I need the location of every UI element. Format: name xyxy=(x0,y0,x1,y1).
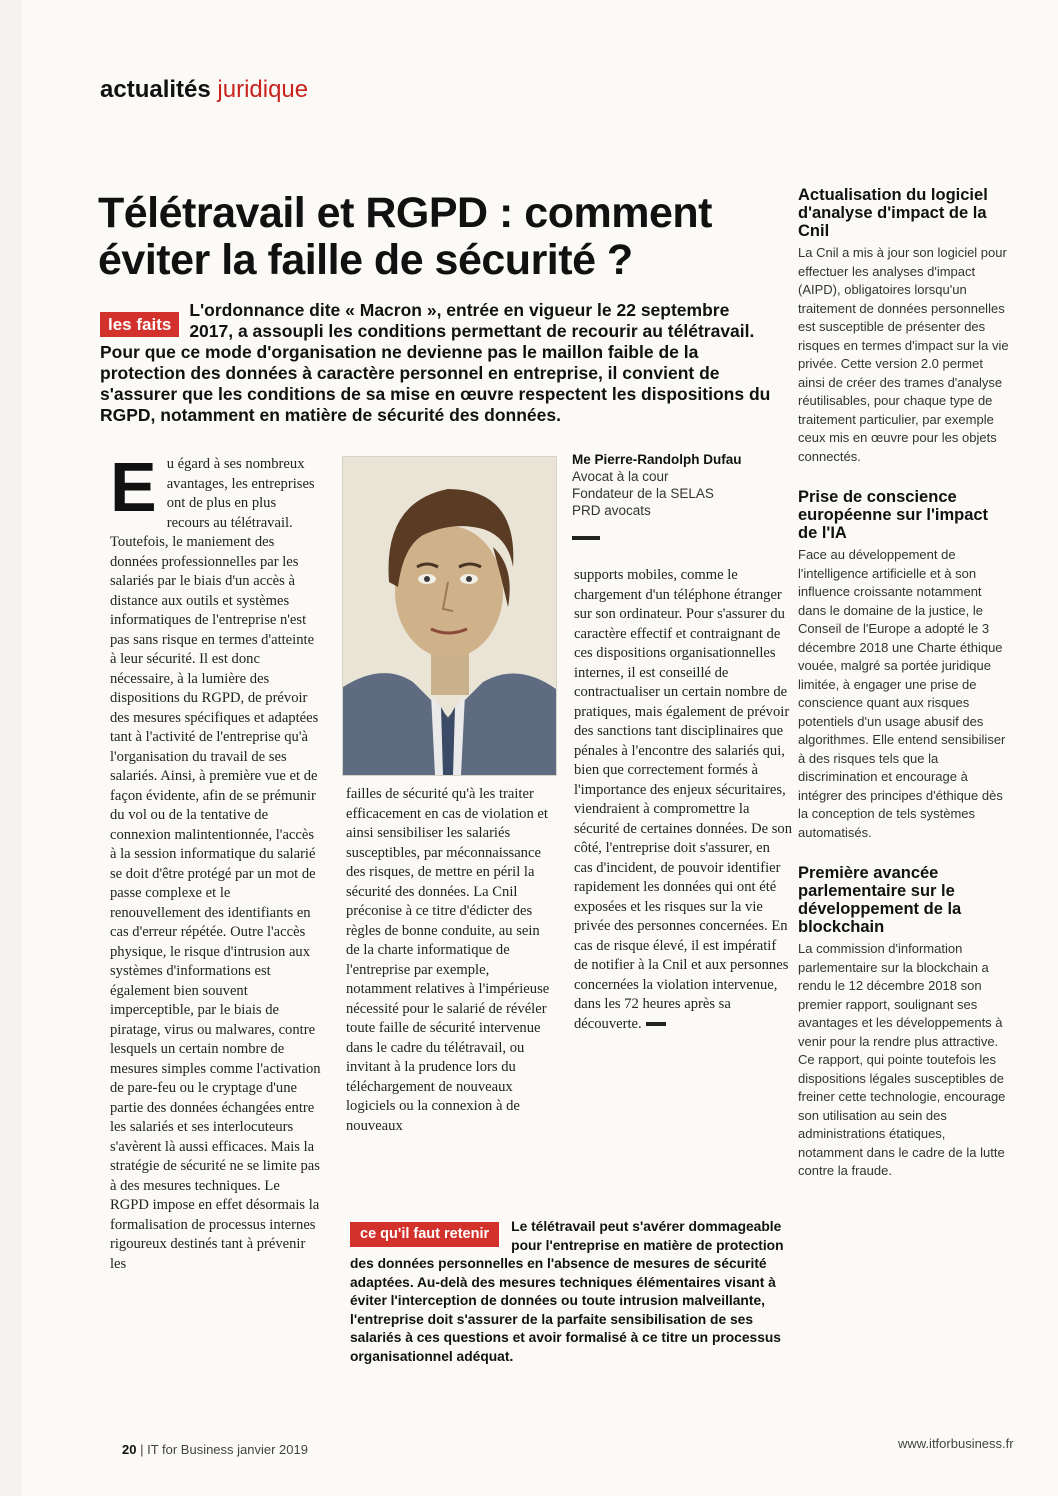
body-column-1 xyxy=(110,448,322,1274)
lead-text: L'ordonnance dite « Macron », entrée en vigueur le 22 septembre 2017, a assoupli les conditions permettant de recourir au télétravail. Pour que ce mode d'organisation ne devienne pas le maillon faible de la protection des données à caractère personnel en entreprise, il convient de s'assurer que les conditions de sa mise en œuvre respectent les dispositions du RGPD, notamment en matière de sécurité des données. xyxy=(100,300,771,425)
sidebar-item-ia xyxy=(798,488,1010,842)
column-3-text: supports mobiles, comme le chargement d'un téléphone étranger sur son ordinateur. Pour s'assurer du caractère effectif et contraignant de ces dispositions organisationnelles internes, il est conseillé de contractualiser un certain nombre de pratiques, mais également de prévoir des sanctions tant disciplinaires que pénales à l'encontre des salariés qui, bien que correctement formés à l'importance des enjeux sécuritaires, viendraient à compromettre la sécurité de certaines données. De son côté, l'entreprise doit s'assurer, en cas d'incident, de pouvoir identifier rapidement les données qui ont été exposées et les risques sur la vie privée des personnes concernées. En cas de risque élevé, il est impératif de notifier à la Cnil et aux personnes concernées la violation intervenue, dans les 72 heures après sa découverte. xyxy=(574,567,793,1032)
page-number: 20 xyxy=(122,1442,137,1457)
page-footer-left: 20 | IT for Business janvier 2019 xyxy=(122,1442,308,1457)
column-1-text: u égard à ses nombreux avantages, les entreprises ont de plus en plus recours au télétravail. Toutefois, le maniement des données professionnelles par les salariés par le biais d'un accès à distance aux outils et systèmes informatiques de l'entreprise n'est pas sans risque en termes d'atteinte à leur sécurité. Il est donc nécessaire, à la lumière des dispositions du RGPD, de prévoir des mesures spécifiques et adaptées tant à l'activité de l'entreprise qu'à l'organisation du travail de ses salariés. Ainsi, à première vue et de façon évidente, afin de se prémunir du vol ou de la tentative de connexion malintentionnée, l'accès à la session informatique du salarié se doit d'être protégé par un mot de passe complexe et le renouvellement des identifiants en cas d'erreur répétée. Outre l'accès physique, le risque d'intrusion aux systèmes d'informations est également bien souvent imperceptible, par le biais de piratage, virus ou malwares, contre lesquels un certain nombre de mesures simples comme l'activation de pare-feu ou le cryptage d'une partie des données échangées entre les salariés et ses interlocuteurs s'avèrent là aussi efficaces. Mais la stratégie de sécurité ne se limite pas à des mesures techniques. Le RGPD impose en effet désormais la formalisation de processus internes rigoureux destinés tant à prévenir les xyxy=(110,456,321,1272)
section-header xyxy=(100,76,308,104)
sidebar-item-text: La commission d'information parlementaire sur la blockchain a rendu le 12 décembre 2018 son premier rapport, soulignant ses avantages et les développements à venir pour la rendre plus attractive. Ce rapport, qui pointe toutefois les dispositions légales susceptibles de freiner cette technologie, encourage son utilisation au sein des administrations étatiques, notamment dans le cadre de la lutte contre la fraude. xyxy=(798,941,1006,1178)
key-takeaway-box xyxy=(350,1218,795,1366)
body-column-3 xyxy=(574,566,792,1034)
takeaway-text: Le télétravail peut s'avérer dommageable pour l'entreprise en matière de protection des données personnelles en l'absence de mesures de sécurité adaptées. Au-delà des mesures techniques élémentaires visant à éviter l'interception de données ou toute intrusion malveillante, l'entreprise doit s'assurer de la parfaite sensibilisation de ses salariés à ces questions et avoir formalisé à ce titre un processus organisationnel adéquat. xyxy=(350,1219,784,1364)
author-byline xyxy=(572,451,772,519)
article-title: Télétravail et RGPD : comment éviter la faille de sécurité ? xyxy=(98,189,712,284)
sidebar-item-text: La Cnil a mis à jour son logiciel pour effectuer les analyses d'impact (AIPD), obligatoires lorsqu'un traitement de données personnelles est susceptible de présenter des risques en termes d'impact sur la vie privée. Cette version 2.0 permet ainsi de créer des trames d'analyse réutilisables, pour chaque type de traitement particulier, par exemple ceux mis en œuvre pour les objets connectés. xyxy=(798,245,1009,464)
takeaway-tag: ce qu'il faut retenir xyxy=(350,1222,499,1247)
website-url: www.itforbusiness.fr xyxy=(898,1436,1014,1451)
section-sub: juridique xyxy=(217,76,309,103)
sidebar-item-text: Face au développement de l'intelligence artificielle et à son influence croissante notamment dans le domaine de la justice, le Conseil de l'Europe a adopté le 3 décembre 2018 une Charte éthique vouée, malgré sa portée juridique limitée, à engager une prise de conscience quant aux risques potentiels d'un usage abusif des algorithmes. Elle entend sensibiliser à des risques tels que la discrimination et encourage à intégrer des principes d'éthique dès la conception de tels systèmes automatisés. xyxy=(798,547,1006,840)
end-mark xyxy=(646,1022,666,1026)
byline-rule xyxy=(572,536,600,540)
dropcap: E xyxy=(110,448,157,526)
news-sidebar xyxy=(798,186,1010,1203)
body-column-2: failles de sécurité qu'à les traiter efficacement en cas de violation et ainsi sensibiliser les salariés susceptibles, par méconnaissance des risques, de mettre en péril la sécurité des données. La Cnil préconise à ce titre d'édicter des règles de bonne conduite, au sein de la charte informatique de l'entreprise par exemple, notamment relatives à l'impérieuse nécessité pour le salarié de révéler toute faille de sécurité intervenue dans le cadre du télétravail, ou invitant à la prudence lors du téléchargement de nouveaux logiciels ou la connexion à de nouveaux xyxy=(346,786,550,1134)
article-lead xyxy=(100,300,772,426)
lead-tag: les faits xyxy=(100,312,179,337)
section-main: actualités xyxy=(100,76,211,103)
author-title-3: PRD avocats xyxy=(572,503,651,518)
sidebar-item-title: Première avancée parlementaire sur le développement de la blockchain xyxy=(798,864,962,936)
sidebar-item-title: Actualisation du logiciel d'analyse d'impact de la Cnil xyxy=(798,186,988,240)
author-title-2: Fondateur de la SELAS xyxy=(572,486,714,501)
author-name: Me Pierre-Randolph Dufau xyxy=(572,452,742,467)
author-portrait-illustration xyxy=(342,456,557,776)
publication-issue: IT for Business janvier 2019 xyxy=(147,1442,308,1457)
portrait-drawing xyxy=(343,457,556,775)
sidebar-item-title: Prise de conscience européenne sur l'impact de l'IA xyxy=(798,488,989,542)
sidebar-item-blockchain xyxy=(798,864,1010,1181)
author-title-1: Avocat à la cour xyxy=(572,469,669,484)
sidebar-item-cnil xyxy=(798,186,1010,466)
